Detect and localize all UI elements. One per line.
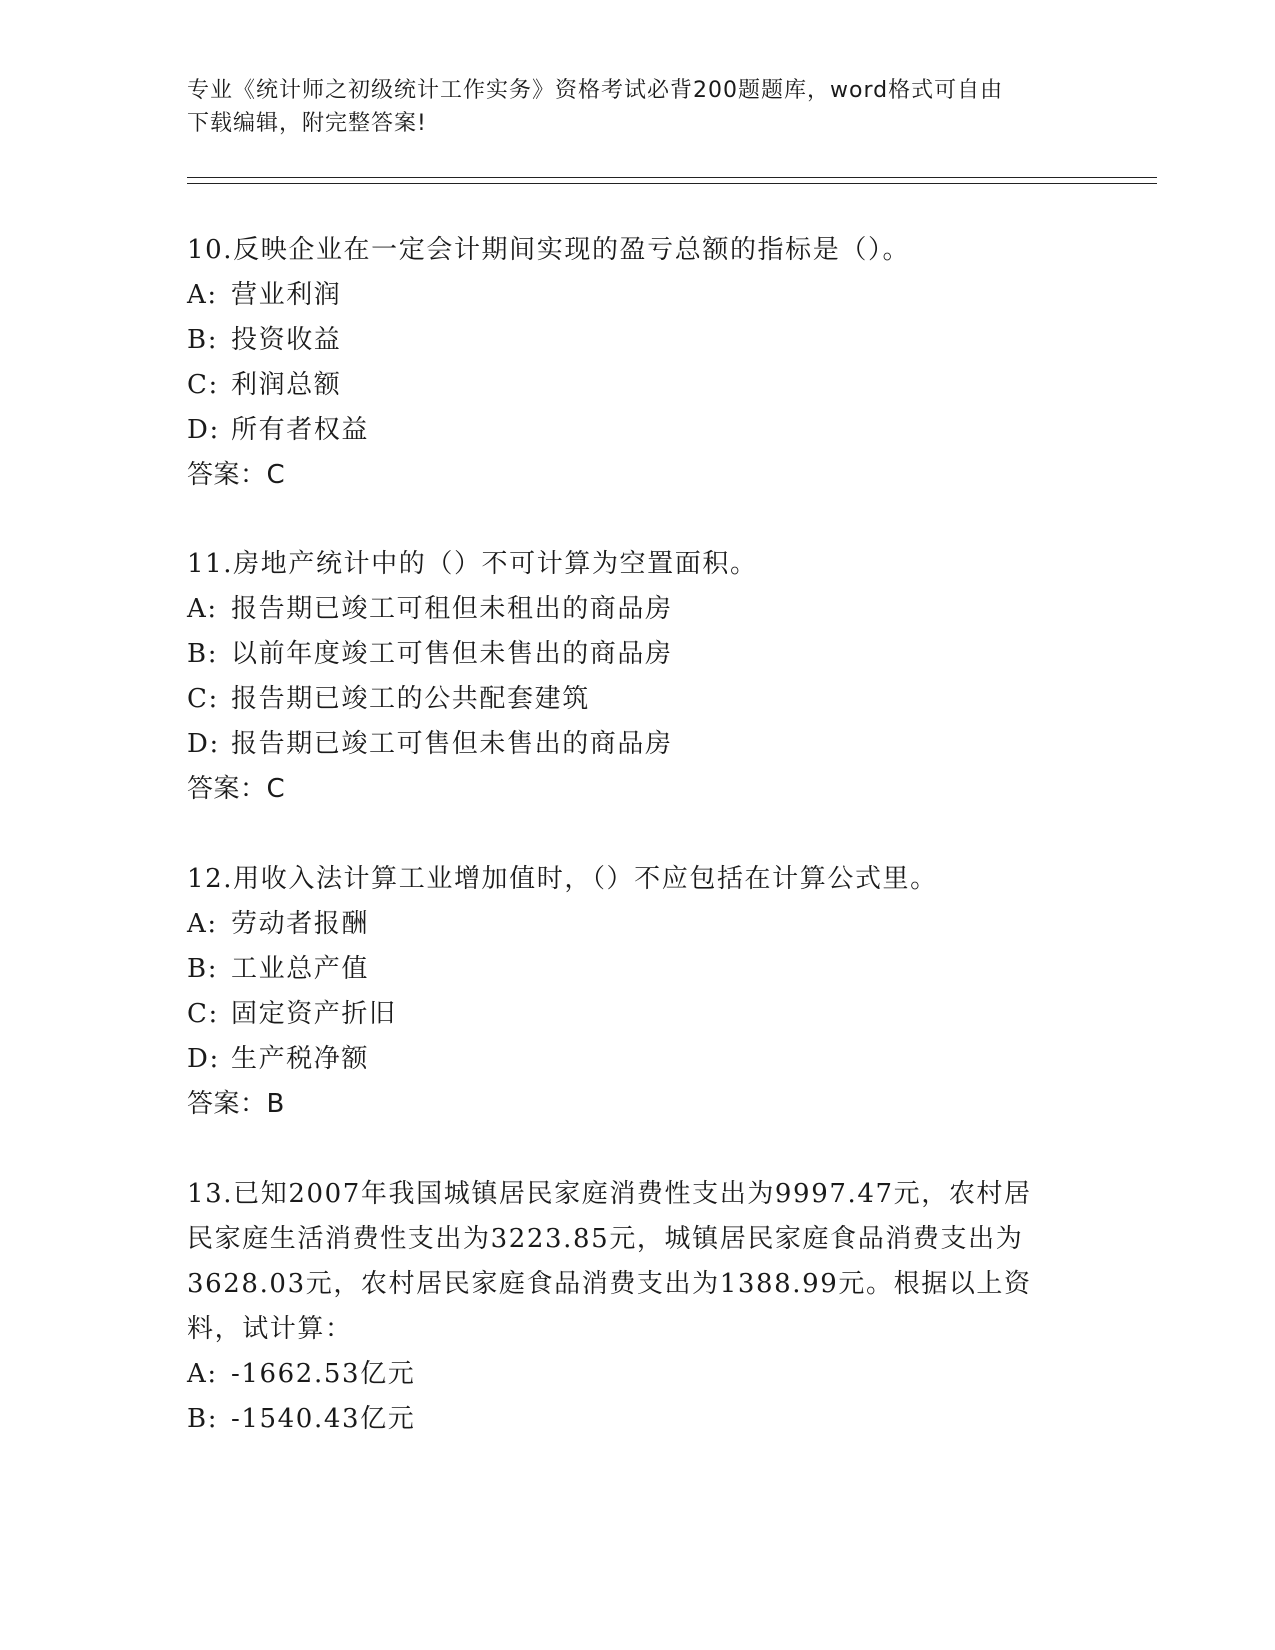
header-divider-bottom — [187, 183, 1157, 184]
option-letter: B: — [187, 325, 219, 355]
question-13 — [187, 1172, 1087, 1442]
option-letter: B: — [187, 954, 219, 984]
option-text: 所有者权益 — [231, 415, 370, 445]
option-text: 报告期已竣工可售但未售出的商品房 — [231, 729, 673, 759]
option-letter: C: — [187, 999, 219, 1029]
option-text: 工业总产值 — [231, 954, 370, 984]
answer-line: 答案：B — [187, 1089, 285, 1119]
option-text: 报告期已竣工的公共配套建筑 — [231, 684, 590, 714]
option-b — [187, 947, 1087, 992]
document-header — [187, 74, 1067, 140]
question-12 — [187, 857, 1087, 1127]
option-letter: A: — [187, 909, 218, 939]
option-letter: B: — [187, 1404, 219, 1434]
option-letter: A: — [187, 594, 218, 624]
option-letter: A: — [187, 1359, 218, 1389]
option-c — [187, 363, 1087, 408]
option-text: 生产税净额 — [231, 1044, 370, 1074]
option-a — [187, 1352, 1087, 1397]
question-10 — [187, 228, 1087, 498]
option-letter: C: — [187, 370, 219, 400]
option-text: 固定资产折旧 — [231, 999, 397, 1029]
answer-line: 答案：C — [187, 460, 286, 490]
option-d — [187, 408, 1087, 453]
option-letter: C: — [187, 684, 219, 714]
option-b — [187, 1397, 1087, 1442]
option-text: 劳动者报酬 — [231, 909, 370, 939]
option-text: 以前年度竣工可售但未售出的商品房 — [231, 639, 673, 669]
question-11 — [187, 542, 1087, 812]
question-stem: 10.反映企业在一定会计期间实现的盈亏总额的指标是（）。 — [187, 235, 911, 265]
question-stem: 12.用收入法计算工业增加值时，（）不应包括在计算公式里。 — [187, 864, 938, 894]
option-letter: D: — [187, 729, 220, 759]
option-text: 利润总额 — [231, 370, 342, 400]
option-letter: D: — [187, 1044, 220, 1074]
option-d — [187, 722, 1087, 767]
option-text: -1540.43亿元 — [231, 1404, 416, 1434]
option-b — [187, 632, 1087, 677]
option-c — [187, 677, 1087, 722]
answer-line: 答案：C — [187, 774, 286, 804]
question-stem-line-2: 民家庭生活消费性支出为3223.85元，城镇居民家庭食品消费支出为 — [187, 1224, 1024, 1254]
option-letter: B: — [187, 639, 219, 669]
option-a — [187, 273, 1087, 318]
option-b — [187, 318, 1087, 363]
option-c — [187, 992, 1087, 1037]
option-letter: A: — [187, 280, 218, 310]
question-stem-line-1: 13.已知2007年我国城镇居民家庭消费性支出为9997.47元，农村居 — [187, 1179, 1032, 1209]
option-text: 营业利润 — [231, 280, 342, 310]
option-d — [187, 1037, 1087, 1082]
header-line-2: 下载编辑，附完整答案! — [187, 111, 427, 136]
question-stem-line-3: 3628.03元，农村居民家庭食品消费支出为1388.99元。根据以上资 — [187, 1269, 1032, 1299]
question-stem-line-4: 料，试计算： — [187, 1314, 353, 1344]
option-a — [187, 902, 1087, 947]
option-text: 投资收益 — [231, 325, 342, 355]
option-letter: D: — [187, 415, 220, 445]
option-text: -1662.53亿元 — [231, 1359, 416, 1389]
question-stem: 11.房地产统计中的（）不可计算为空置面积。 — [187, 549, 758, 579]
header-divider-top — [187, 177, 1157, 178]
header-line-1: 专业《统计师之初级统计工作实务》资格考试必背200题题库，word格式可自由 — [187, 78, 1004, 103]
option-text: 报告期已竣工可租但未租出的商品房 — [231, 594, 673, 624]
option-a — [187, 587, 1087, 632]
